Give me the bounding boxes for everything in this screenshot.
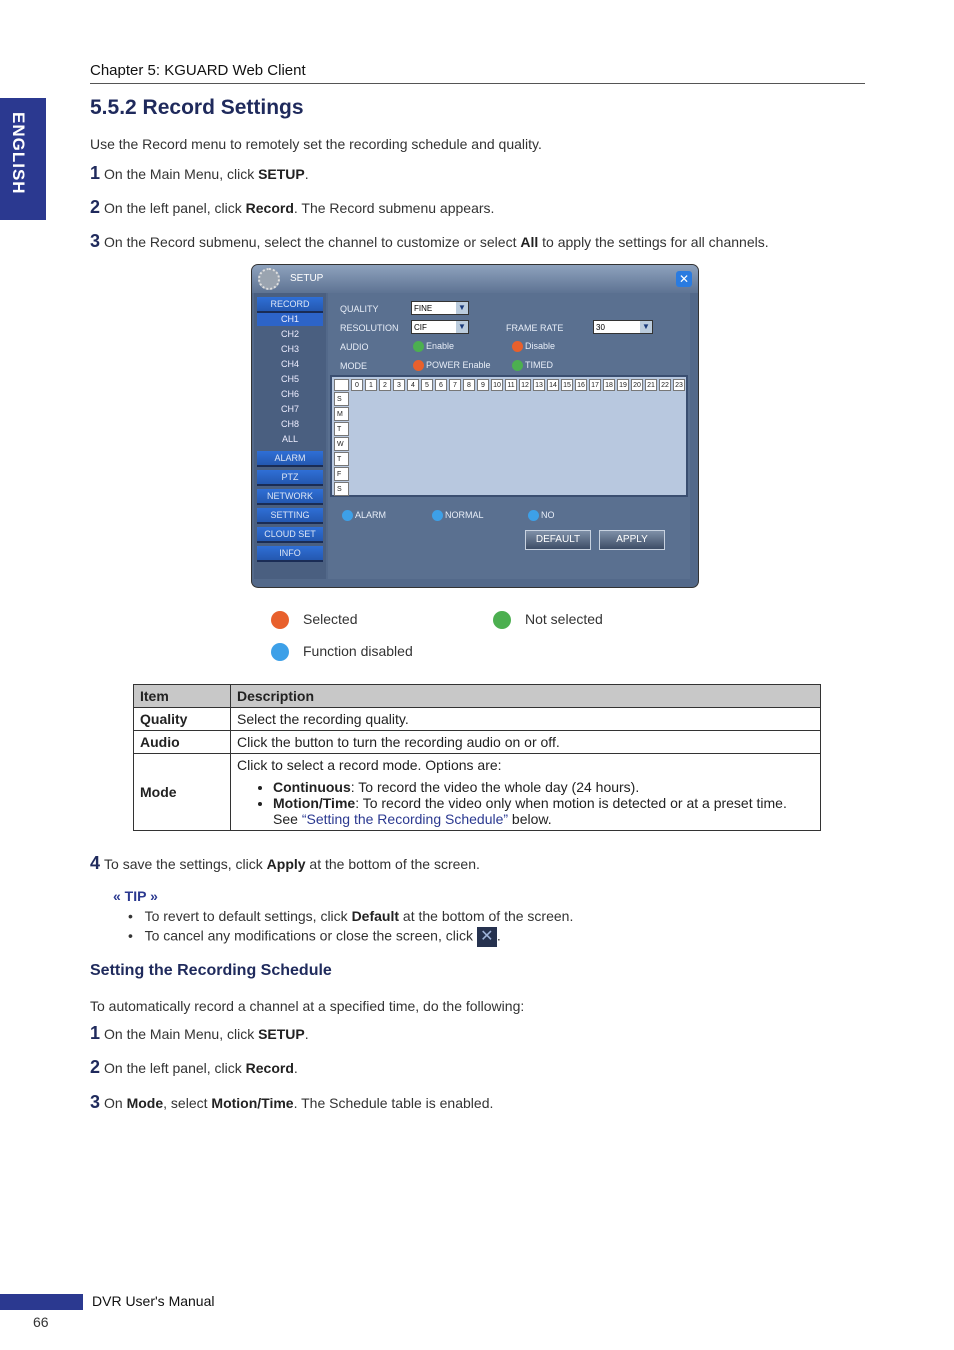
legend-alarm-label: ALARM xyxy=(355,510,387,520)
day-label: T xyxy=(334,422,349,436)
table-row xyxy=(134,754,821,831)
step-bold: Record xyxy=(245,200,294,216)
tip-item: • To revert to default settings, click Default at the bottom of the screen. xyxy=(128,908,574,924)
hour-header: 2 xyxy=(379,379,391,391)
legend-not-selected xyxy=(493,611,603,629)
step-text-end: . The Record submenu appears. xyxy=(293,200,495,216)
step-text-end: at the bottom of the screen. xyxy=(305,856,480,872)
menu-setting[interactable]: SETTING xyxy=(257,508,323,524)
table-header: Item xyxy=(134,685,231,708)
quality-label: QUALITY xyxy=(340,304,379,314)
mode-timed-label: TIMED xyxy=(525,360,553,370)
hour-header: 0 xyxy=(351,379,363,391)
menu-record[interactable]: RECORD xyxy=(257,297,323,313)
not-selected-icon xyxy=(413,341,424,352)
menu-alarm[interactable]: ALARM xyxy=(257,451,323,467)
frame-rate-value: 30 xyxy=(596,323,605,332)
hour-header: 20 xyxy=(631,379,643,391)
page-number: 66 xyxy=(33,1314,49,1330)
option-text: : To record the video the whole day (24 hours). xyxy=(350,779,640,795)
mode-options-list xyxy=(237,779,814,827)
hour-header: 12 xyxy=(519,379,531,391)
selected-icon xyxy=(271,611,289,629)
day-label: S xyxy=(334,482,349,496)
hour-header: 15 xyxy=(561,379,573,391)
schedule-step-2 xyxy=(90,1057,298,1078)
step-text: On the left panel, click xyxy=(104,200,246,216)
close-icon[interactable]: ✕ xyxy=(676,271,692,287)
channel-ch6[interactable]: CH6 xyxy=(280,389,299,399)
setup-menu xyxy=(254,293,326,579)
audio-label: AUDIO xyxy=(340,342,369,352)
tip-text-end: . xyxy=(496,927,501,944)
mode-power-label: POWER Enable xyxy=(426,360,491,370)
step-text: On the Main Menu, click xyxy=(104,1026,259,1042)
step-text-mid: , select xyxy=(163,1095,212,1111)
channel-ch1[interactable]: CH1 xyxy=(257,313,323,326)
step-text: To save the settings, click xyxy=(104,856,267,872)
gear-icon xyxy=(258,268,280,290)
grid-corner xyxy=(334,379,349,391)
resolution-select[interactable] xyxy=(411,320,469,334)
not-selected-icon xyxy=(493,611,511,629)
mode-desc-text: Click to select a record mode. Options are: xyxy=(237,757,502,773)
section-title: 5.5.2 Record Settings xyxy=(90,96,304,119)
table-row xyxy=(134,731,821,754)
hour-header: 4 xyxy=(407,379,419,391)
legend-disabled-label: Function disabled xyxy=(303,643,413,659)
table-cell-key: Quality xyxy=(134,708,231,731)
step-3 xyxy=(90,231,769,252)
tip-bold: Default xyxy=(351,908,400,924)
channel-ch2[interactable]: CH2 xyxy=(280,329,299,339)
tip-item: • To cancel any modifications or close the screen, click ✕ . xyxy=(128,927,501,945)
menu-cloud-set[interactable]: CLOUD SET xyxy=(257,527,323,543)
step-text-end: . xyxy=(304,1026,309,1042)
hour-header: 1 xyxy=(365,379,377,391)
hour-header: 8 xyxy=(463,379,475,391)
legend-not-selected-label: Not selected xyxy=(525,611,603,627)
step-bold: Record xyxy=(245,1060,294,1076)
step-text-end: . The Schedule table is enabled. xyxy=(293,1095,494,1111)
chapter-header: Chapter 5: KGUARD Web Client xyxy=(90,62,306,79)
selected-icon xyxy=(512,341,523,352)
hour-header: 13 xyxy=(533,379,545,391)
hour-header: 6 xyxy=(435,379,447,391)
step-1 xyxy=(90,163,309,184)
step-bold: SETUP xyxy=(258,1026,305,1042)
mode-label: MODE xyxy=(340,361,367,371)
list-item xyxy=(273,795,814,827)
option-name: Motion/Time xyxy=(273,795,356,811)
step-number: 1 xyxy=(90,1023,101,1043)
mode-power-option[interactable] xyxy=(413,360,491,371)
header-divider xyxy=(90,83,865,84)
list-item xyxy=(273,779,814,795)
legend-no xyxy=(528,510,555,521)
step-bold: SETUP xyxy=(258,166,305,182)
setup-screenshot xyxy=(252,265,698,587)
quality-select[interactable] xyxy=(411,301,469,315)
alarm-icon xyxy=(342,510,353,521)
step-text: On the left panel, click xyxy=(104,1060,246,1076)
option-text-end: below. xyxy=(508,811,552,827)
audio-disable-label: Disable xyxy=(525,341,556,351)
tip-label: « TIP » xyxy=(113,888,158,904)
step-text-end: . xyxy=(304,166,309,182)
channel-ch5[interactable]: CH5 xyxy=(280,374,299,384)
frame-rate-label: FRAME RATE xyxy=(506,323,564,333)
hour-header: 23 xyxy=(673,379,685,391)
hour-header: 21 xyxy=(645,379,657,391)
step-bold: Mode xyxy=(126,1095,164,1111)
menu-ptz[interactable]: PTZ xyxy=(257,470,323,486)
hour-header: 14 xyxy=(547,379,559,391)
resolution-label: RESOLUTION xyxy=(340,323,399,333)
setup-titlebar xyxy=(252,265,698,293)
legend-selected xyxy=(271,611,357,629)
hour-header: 22 xyxy=(659,379,671,391)
legend-normal-label: NORMAL xyxy=(445,510,484,520)
legend-no-label: NO xyxy=(541,510,555,520)
table-header: Description xyxy=(231,685,821,708)
legend-selected-label: Selected xyxy=(303,611,358,627)
not-selected-icon xyxy=(512,360,523,371)
audio-disable-option[interactable] xyxy=(512,341,555,352)
menu-info[interactable]: INFO xyxy=(257,546,323,562)
step-number: 2 xyxy=(90,197,101,217)
day-label: F xyxy=(334,467,349,481)
tip-text: To cancel any modifications or close the screen, click xyxy=(144,927,477,944)
step-number: 3 xyxy=(90,231,101,251)
day-label: T xyxy=(334,452,349,466)
day-label: M xyxy=(334,407,349,421)
mode-timed-option[interactable] xyxy=(512,360,553,371)
step-bold: Apply xyxy=(266,856,306,872)
close-icon: ✕ xyxy=(477,927,497,947)
tip-text: To revert to default settings, click xyxy=(144,908,352,924)
channel-ch7[interactable]: CH7 xyxy=(280,404,299,414)
chevron-down-icon: ▼ xyxy=(640,321,652,333)
disabled-icon xyxy=(271,643,289,661)
step-2 xyxy=(90,197,494,218)
table-cell-desc: Select the recording quality. xyxy=(231,708,821,731)
default-button[interactable]: DEFAULT xyxy=(525,530,591,550)
legend-alarm xyxy=(342,510,386,521)
channel-ch8[interactable]: CH8 xyxy=(280,419,299,429)
channel-all[interactable]: ALL xyxy=(281,434,298,444)
step-text: On xyxy=(104,1095,127,1111)
day-label: S xyxy=(334,392,349,406)
footer-title: DVR User's Manual xyxy=(92,1293,215,1309)
subsection-intro: To automatically record a channel at a specified time, do the following: xyxy=(90,998,525,1014)
hour-header: 19 xyxy=(617,379,629,391)
option-text: : To record the video only when motion is detected or at a preset time. See xyxy=(273,795,787,827)
settings-table xyxy=(133,684,821,831)
step-number: 2 xyxy=(90,1057,101,1077)
hour-header: 16 xyxy=(575,379,587,391)
subsection-title: Setting the Recording Schedule xyxy=(90,962,332,979)
day-label: W xyxy=(334,437,349,451)
table-row xyxy=(134,708,821,731)
hour-header: 7 xyxy=(449,379,461,391)
frame-rate-select[interactable] xyxy=(593,320,653,334)
step-text-end: to apply the settings for all channels. xyxy=(538,234,769,250)
selected-icon xyxy=(413,360,424,371)
step-number: 3 xyxy=(90,1092,101,1112)
hour-header: 9 xyxy=(477,379,489,391)
audio-enable-label: Enable xyxy=(426,341,455,351)
resolution-value: CIF xyxy=(414,323,427,332)
table-cell-desc xyxy=(231,754,821,831)
legend-disabled xyxy=(271,643,413,661)
hour-header: 3 xyxy=(393,379,405,391)
hour-header: 11 xyxy=(505,379,517,391)
setup-title: SETUP xyxy=(290,273,324,284)
step-number: 4 xyxy=(90,853,101,873)
chevron-down-icon: ▼ xyxy=(456,302,468,314)
step-text: On the Main Menu, click xyxy=(104,166,259,182)
schedule-link[interactable]: “Setting the Recording Schedule” xyxy=(301,811,509,827)
hour-header: 10 xyxy=(491,379,503,391)
record-settings-panel xyxy=(328,293,690,579)
option-name: Continuous xyxy=(273,779,351,795)
footer-bar xyxy=(0,1294,83,1310)
chevron-down-icon: ▼ xyxy=(456,321,468,333)
no-icon xyxy=(528,510,539,521)
step-4 xyxy=(90,853,480,874)
hour-header: 5 xyxy=(421,379,433,391)
language-label: ENGLISH xyxy=(9,112,28,195)
step-number: 1 xyxy=(90,163,101,183)
legend-normal xyxy=(432,510,484,521)
intro-text: Use the Record menu to remotely set the recording schedule and quality. xyxy=(90,136,542,152)
table-header-row xyxy=(134,685,821,708)
hour-header: 18 xyxy=(603,379,615,391)
step-text: On the Record submenu, select the channel to customize or select xyxy=(104,234,521,250)
normal-icon xyxy=(432,510,443,521)
schedule-grid[interactable] xyxy=(330,375,688,497)
table-cell-key: Mode xyxy=(134,754,231,831)
table-cell-key: Audio xyxy=(134,731,231,754)
language-tab xyxy=(0,98,46,220)
apply-button[interactable]: APPLY xyxy=(599,530,665,550)
table-cell-desc: Click the button to turn the recording audio on or off. xyxy=(231,731,821,754)
channel-ch3[interactable]: CH3 xyxy=(280,344,299,354)
audio-enable-option[interactable] xyxy=(413,341,454,352)
step-text-end: . xyxy=(293,1060,298,1076)
quality-value: FINE xyxy=(414,304,433,313)
step-bold: Motion/Time xyxy=(211,1095,294,1111)
tip-text-end: at the bottom of the screen. xyxy=(399,908,574,924)
step-bold: All xyxy=(520,234,539,250)
channel-ch4[interactable]: CH4 xyxy=(280,359,299,369)
menu-network[interactable]: NETWORK xyxy=(257,489,323,505)
schedule-step-1 xyxy=(90,1023,309,1044)
schedule-step-3 xyxy=(90,1092,493,1113)
hour-header: 17 xyxy=(589,379,601,391)
